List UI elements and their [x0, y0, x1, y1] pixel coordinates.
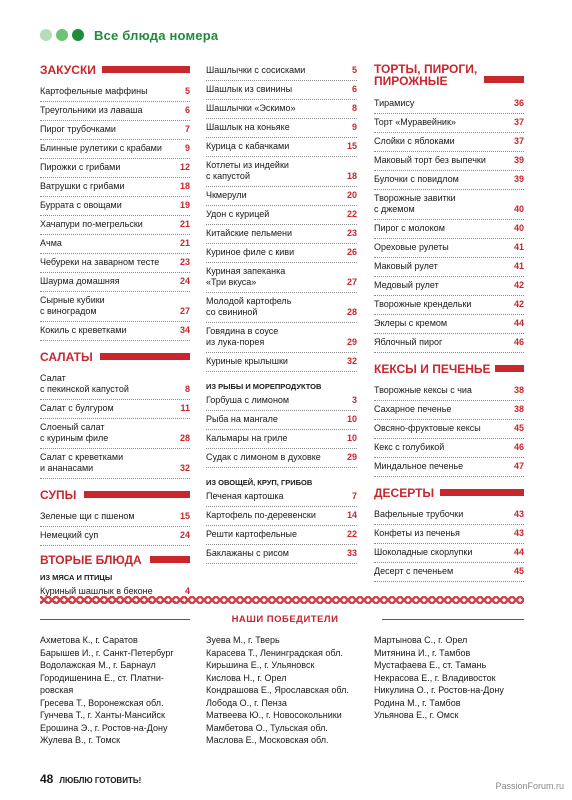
page-ref: 43 [513, 528, 524, 538]
menu-item [206, 323, 357, 353]
page-ref: 46 [513, 442, 524, 452]
winner-entry: Ерошина Э., г. Ростов-на-Дону [40, 722, 168, 733]
menu-item [40, 178, 190, 197]
page-number: 48 [40, 772, 54, 786]
section-title: ТОРТЫ, ПИРОГИ, ПИРОЖНЫЕ [374, 63, 484, 87]
winner-entry: Гунчева Т., г. Ханты-Мансийск [40, 710, 165, 720]
dish-name: Кокиль с креветками [40, 325, 127, 335]
section-bar [484, 76, 524, 83]
dish-name: Зеленые щи с пшеном [40, 511, 135, 521]
dish-name: Сырные кубики с виноградом [40, 295, 105, 316]
menu-item [374, 133, 524, 152]
dish-name: Треугольники из лаваша [40, 105, 143, 115]
dish-name: Блинные рулетики с крабами [40, 143, 162, 153]
menu-item [206, 392, 357, 411]
ornament-divider [40, 596, 524, 604]
dish-name: Творожные кексы с чиа [374, 385, 472, 395]
winners-column-2 [206, 634, 366, 747]
dish-name: Шашлык из свинины [206, 84, 293, 94]
page-ref: 29 [346, 452, 357, 462]
page-ref: 27 [179, 306, 190, 316]
page-ref: 45 [513, 423, 524, 433]
menu-item [374, 525, 524, 544]
menu-item [206, 263, 357, 293]
winner-entry: Маслова Е., Московская обл. [206, 735, 329, 745]
winners-title: НАШИ ПОБЕДИТЕЛИ [231, 613, 339, 625]
page-title: Все блюда номера [94, 27, 219, 43]
dish-name: Конфеты из печенья [374, 528, 460, 538]
menu-item [374, 277, 524, 296]
menu-item [374, 114, 524, 133]
winner-entry: Мартынова С., г. Орел [374, 635, 468, 645]
menu-item [374, 506, 524, 525]
subsection-title: ИЗ РЫБЫ И МОРЕПРОДУКТОВ [206, 382, 322, 391]
dish-name: Маковый торт без выпечки [374, 155, 486, 165]
menu-item [40, 527, 190, 546]
page-ref: 18 [346, 171, 357, 181]
page-ref: 6 [184, 105, 190, 115]
page-ref: 24 [179, 276, 190, 286]
winners-column-3 [374, 634, 534, 722]
page-ref: 9 [351, 122, 357, 132]
winner-entry: Мамбетова О., Тульская обл. [206, 722, 328, 733]
page-ref: 38 [513, 385, 524, 395]
page-ref: 39 [513, 155, 524, 165]
page-ref: 38 [513, 404, 524, 414]
page-ref: 18 [179, 181, 190, 191]
dish-name: Буррата с овощами [40, 200, 122, 210]
menu-item [374, 382, 524, 401]
dish-name: Рыба на мангале [206, 414, 278, 424]
dish-name: Говядина в соусе из лука-порея [206, 326, 279, 347]
menu-item [40, 121, 190, 140]
dish-name: Ачма [40, 238, 62, 248]
page-ref: 23 [346, 228, 357, 238]
menu-item [374, 296, 524, 315]
menu-item [374, 563, 524, 582]
dish-name: Салат с креветками и ананасами [40, 452, 124, 473]
page-ref: 23 [179, 257, 190, 267]
page-ref: 15 [179, 511, 190, 521]
dish-name: Ватрушки с грибами [40, 181, 125, 191]
dish-name: Эклеры с кремом [374, 318, 448, 328]
dish-name: Немецкий суп [40, 530, 99, 540]
section-header-zakuski [40, 62, 190, 80]
page-ref: 20 [346, 190, 357, 200]
page-ref: 5 [351, 65, 357, 75]
page-ref: 14 [346, 510, 357, 520]
page-ref: 26 [346, 247, 357, 257]
winner-entry: Родина М., г. Тамбов [374, 697, 461, 708]
winner-entry: Митянина И., г. Тамбов [374, 647, 471, 658]
menu-item [206, 225, 357, 244]
menu-item [206, 187, 357, 206]
page-ref: 36 [513, 98, 524, 108]
dish-name: Булочки с повидлом [374, 174, 459, 184]
dot-icon [56, 29, 68, 41]
page-ref: 41 [513, 242, 524, 252]
menu-item [40, 216, 190, 235]
dish-name: Картофель по-деревенски [206, 510, 316, 520]
dish-name: Вафельные трубочки [374, 509, 464, 519]
dish-name: Куриный шашлык в беконе [40, 586, 153, 596]
page-ref: 28 [346, 307, 357, 317]
page-ref: 42 [513, 299, 524, 309]
menu-item [374, 190, 524, 220]
dish-name: Баклажаны с рисом [206, 548, 289, 558]
page-ref: 22 [346, 529, 357, 539]
dish-name: Салат с пекинской капустой [40, 373, 129, 394]
dish-name: Пирожки с грибами [40, 162, 121, 172]
dish-name: Молодой картофель со свининой [206, 296, 292, 317]
winner-entry: Водолажская М., г. Барнаул [40, 660, 156, 670]
menu-item [40, 273, 190, 292]
dish-name: Торт «Муравейник» [374, 117, 456, 127]
dish-name: Салат с булгуром [40, 403, 114, 413]
section-title: КЕКСЫ И ПЕЧЕНЬЕ [374, 362, 495, 376]
magazine-name: ЛЮБЛЮ ГОТОВИТЬ! [59, 776, 142, 785]
page-ref: 7 [184, 124, 190, 134]
page-ref: 10 [346, 414, 357, 424]
dish-name: Чкмерули [206, 190, 247, 200]
menu-item [374, 95, 524, 114]
menu-item [206, 100, 357, 119]
dish-name: Котлеты из индейки с капустой [206, 160, 289, 181]
menu-item [206, 545, 357, 564]
dot-icon [40, 29, 52, 41]
menu-item [206, 293, 357, 323]
dish-name: Ореховые рулеты [374, 242, 449, 252]
page-ref: 37 [513, 136, 524, 146]
winners-heading [190, 612, 380, 626]
subsection-title: ИЗ МЯСА И ПТИЦЫ [40, 573, 113, 582]
menu-item [374, 458, 524, 477]
page-ref: 8 [184, 384, 190, 394]
dish-name: Миндальное печенье [374, 461, 464, 471]
section-bar [84, 491, 190, 498]
section-bar [440, 489, 524, 496]
dish-name: Шаурма домашняя [40, 276, 120, 286]
menu-item [40, 292, 190, 322]
menu-item [374, 439, 524, 458]
dish-name: Творожные завитки с джемом [374, 193, 456, 214]
section-header-vtorye [40, 552, 190, 570]
dish-name: Решти картофельные [206, 529, 297, 539]
winner-entry: Карасева Т., Ленинградская обл. [206, 647, 343, 658]
section-header-salaty [40, 349, 190, 367]
dish-name: Пирог трубочками [40, 124, 116, 134]
page-ref: 32 [346, 356, 357, 366]
menu-item [206, 62, 357, 81]
section-bar [102, 66, 190, 73]
page-ref: 33 [346, 548, 357, 558]
page-ref: 4 [184, 586, 190, 596]
winners-column-1 [40, 634, 200, 747]
dish-name: Кекс с голубикой [374, 442, 445, 452]
dish-name: Яблочный пирог [374, 337, 443, 347]
divider-line [382, 619, 524, 620]
menu-item [40, 235, 190, 254]
page-ref: 32 [179, 463, 190, 473]
dish-name: Шашлык на коньяке [206, 122, 290, 132]
winner-entry: Зуева М., г. Тверь [206, 635, 280, 645]
winner-entry: Ахметова К., г. Саратов [40, 635, 138, 645]
menu-item [40, 419, 190, 449]
winner-entry: Некрасова Е., г. Владивосток [374, 672, 496, 683]
dish-name: Горбуша с лимоном [206, 395, 290, 405]
dish-name: Куриные крылышки [206, 356, 288, 366]
winner-entry: Кирьшина Е., г. Ульяновск [206, 660, 315, 670]
menu-item [40, 159, 190, 178]
menu-item [206, 507, 357, 526]
menu-column-3 [374, 62, 524, 582]
winner-entry: Ульянова Е., г. Омск [374, 710, 459, 720]
page-footer [40, 772, 141, 786]
dish-name: Шашлычки с сосисками [206, 65, 306, 75]
menu-item [40, 254, 190, 273]
page-ref: 27 [346, 277, 357, 287]
page-ref: 44 [513, 318, 524, 328]
dish-name: Картофельные маффины [40, 86, 148, 96]
menu-item [374, 334, 524, 353]
menu-column-1 [40, 62, 190, 602]
menu-item [206, 119, 357, 138]
dish-name: Куриное филе с киви [206, 247, 295, 257]
dot-icon [72, 29, 84, 41]
menu-item [374, 220, 524, 239]
winner-entry: Кислова Н., г. Орел [206, 672, 287, 683]
menu-item [206, 138, 357, 157]
dish-name: Курица с кабачками [206, 141, 290, 151]
dish-name: Хачапури по-мегрельски [40, 219, 143, 229]
winner-entry: Лобода О., г. Пенза [206, 697, 287, 708]
page-ref: 42 [513, 280, 524, 290]
menu-item [206, 430, 357, 449]
page-ref: 24 [179, 530, 190, 540]
dish-name: Кальмары на гриле [206, 433, 288, 443]
menu-item [374, 258, 524, 277]
dish-name: Чебуреки на заварном тесте [40, 257, 160, 267]
page-ref: 8 [351, 103, 357, 113]
menu-item [40, 449, 190, 479]
watermark: PassionForum.ru [495, 781, 564, 791]
page-ref: 43 [513, 509, 524, 519]
page-ref: 21 [179, 238, 190, 248]
menu-item [40, 102, 190, 121]
winner-entry: Матвеева Ю., г. Новосокольники [206, 710, 342, 720]
dish-name: Шашлычки «Эскимо» [206, 103, 296, 113]
section-title: ВТОРЫЕ БЛЮДА [40, 553, 146, 567]
menu-column-2 [206, 62, 357, 564]
menu-item [40, 197, 190, 216]
menu-item [374, 152, 524, 171]
winner-entry: Гресева Т., Воронежская обл. [40, 697, 164, 708]
winner-entry: Городишенина Е., ст. Платни- [40, 672, 164, 683]
page-ref: 39 [513, 174, 524, 184]
dish-name: Судак с лимоном в духовке [206, 452, 321, 462]
page-header [40, 26, 218, 44]
page-ref: 21 [179, 219, 190, 229]
section-bar [150, 556, 190, 563]
menu-item [374, 544, 524, 563]
winner-entry: Никулина О., г. Ростов-на-Дону [374, 685, 504, 695]
subsection-title: ИЗ ОВОЩЕЙ, КРУП, ГРИБОВ [206, 478, 313, 487]
winner-entry: Кондрашова Е., Ярославская обл. [206, 685, 349, 695]
menu-item [206, 353, 357, 372]
page-ref: 41 [513, 261, 524, 271]
section-bar [100, 353, 190, 360]
page-ref: 5 [184, 86, 190, 96]
dish-name: Слойки с яблоками [374, 136, 455, 146]
page-ref: 22 [346, 209, 357, 219]
menu-item [374, 171, 524, 190]
menu-item [206, 244, 357, 263]
section-header-torty [374, 62, 524, 92]
page-ref: 7 [351, 491, 357, 501]
winner-entry: Барышев И., г. Санкт-Петербург [40, 647, 174, 658]
menu-item [40, 508, 190, 527]
page-ref: 40 [513, 204, 524, 214]
menu-item [374, 401, 524, 420]
dish-name: Слоеный салат с куриным филе [40, 422, 109, 443]
dish-name: Пирог с молоком [374, 223, 445, 233]
page-ref: 29 [346, 337, 357, 347]
menu-item [206, 526, 357, 545]
menu-item [206, 411, 357, 430]
page-ref: 10 [346, 433, 357, 443]
menu-item [374, 420, 524, 439]
winner-entry: ровская [40, 685, 74, 695]
dish-name: Куриная запеканка «Три вкуса» [206, 266, 286, 287]
winner-entry: Жулева В., г. Томск [40, 735, 121, 745]
dish-name: Китайские пельмени [206, 228, 293, 238]
section-header-keksy [374, 361, 524, 379]
dish-name: Маковый рулет [374, 261, 438, 271]
section-header-deserty [374, 485, 524, 503]
divider-line [40, 619, 190, 620]
menu-item [40, 370, 190, 400]
dish-name: Сахарное печенье [374, 404, 452, 414]
dish-name: Шоколадные скорлупки [374, 547, 473, 557]
section-title: ДЕСЕРТЫ [374, 486, 438, 500]
page-ref: 40 [513, 223, 524, 233]
section-title: СУПЫ [40, 488, 80, 502]
menu-item [40, 83, 190, 102]
section-title: САЛАТЫ [40, 350, 97, 364]
section-title: ЗАКУСКИ [40, 63, 100, 77]
page-ref: 6 [351, 84, 357, 94]
menu-item [40, 322, 190, 341]
dish-name: Удон с курицей [206, 209, 270, 219]
menu-item [40, 140, 190, 159]
menu-item [206, 206, 357, 225]
page-ref: 37 [513, 117, 524, 127]
page-ref: 45 [513, 566, 524, 576]
menu-item [206, 81, 357, 100]
menu-item [206, 488, 357, 507]
page-ref: 12 [179, 162, 190, 172]
dish-name: Тирамису [374, 98, 415, 108]
page-ref: 34 [179, 325, 190, 335]
menu-item [206, 449, 357, 468]
page-ref: 3 [351, 395, 357, 405]
menu-item [40, 400, 190, 419]
dish-name: Овсяно-фруктовые кексы [374, 423, 481, 433]
page-ref: 47 [513, 461, 524, 471]
dish-name: Десерт с печеньем [374, 566, 454, 576]
dish-name: Творожные крендельки [374, 299, 472, 309]
menu-item [374, 315, 524, 334]
page-ref: 44 [513, 547, 524, 557]
dish-name: Медовый рулет [374, 280, 439, 290]
page-ref: 19 [179, 200, 190, 210]
page-ref: 11 [180, 403, 190, 413]
menu-item [206, 157, 357, 187]
menu-item [374, 239, 524, 258]
section-bar [494, 365, 524, 372]
page-ref: 15 [346, 141, 357, 151]
dish-name: Печеная картошка [206, 491, 284, 501]
page-ref: 46 [513, 337, 524, 347]
section-header-supy [40, 487, 190, 505]
page-ref: 28 [179, 433, 190, 443]
page-ref: 9 [184, 143, 190, 153]
winner-entry: Мустафаева Е., ст. Тамань [374, 660, 487, 670]
